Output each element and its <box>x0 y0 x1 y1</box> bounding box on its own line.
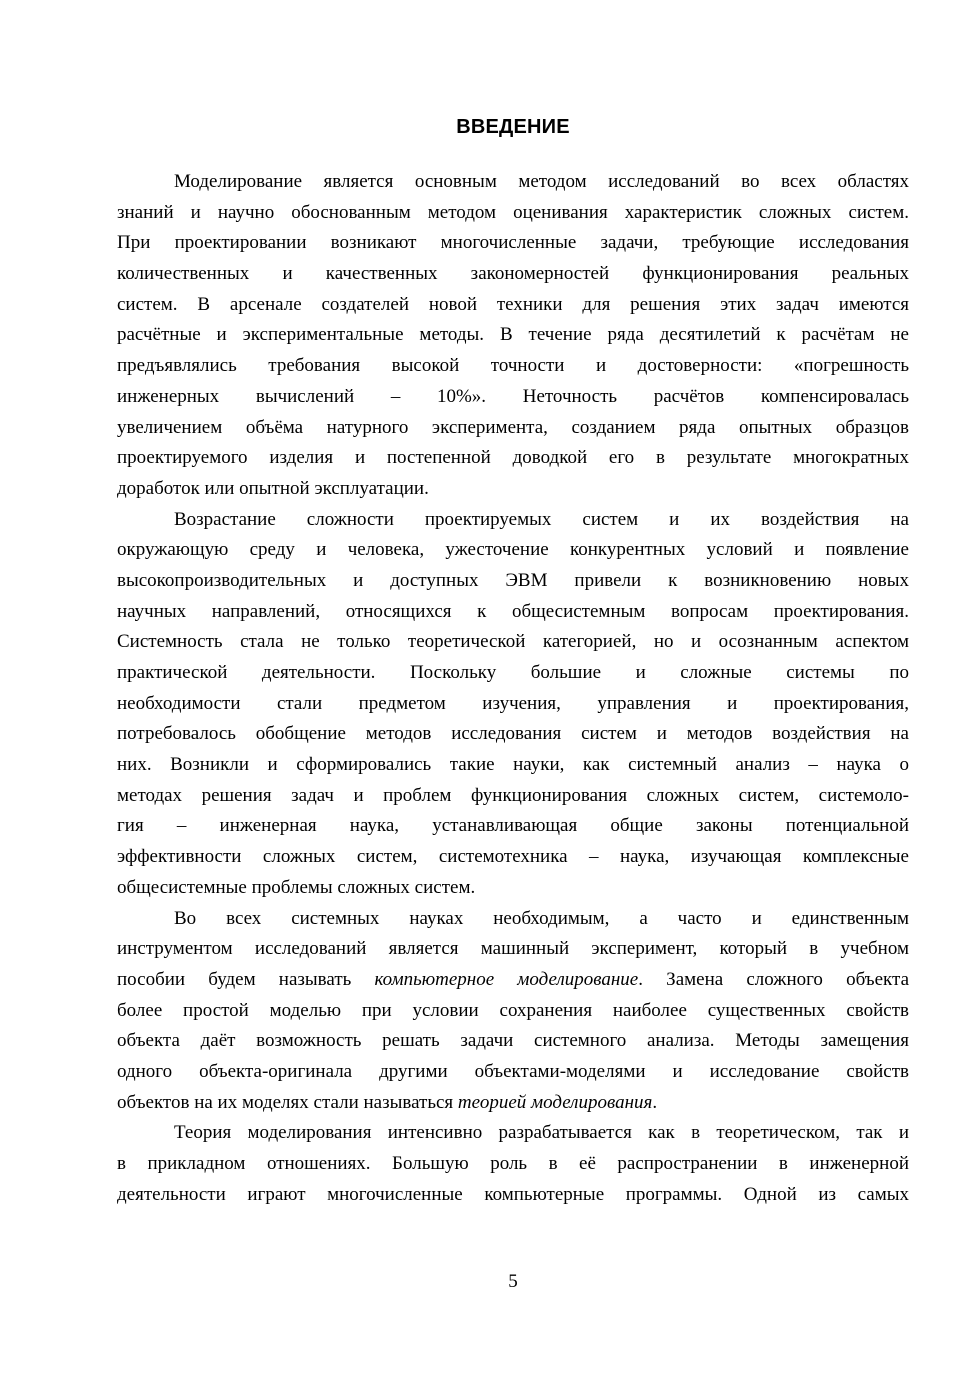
text-line: Системность стала не только теоретической категорией, но и осознанным аспектом <box>117 631 909 653</box>
text-line <box>117 1088 909 1119</box>
text-line: Моделирование является основным методом исследований во всех областях <box>174 171 909 192</box>
text-line: потребовалось обобщение методов исследования систем и методов воздействия на <box>117 723 909 745</box>
text-line: При проектировании возникают многочисленные задачи, требующие исследования <box>117 232 909 254</box>
text-line: инструментом исследований является машинный эксперимент, который в учебном <box>117 938 909 960</box>
text-line: увеличением объёма натурного эксперимента, созданием ряда опытных образцов <box>117 416 909 438</box>
text-line: объекта даёт возможность решать задачи системного анализа. Методы замещения <box>117 1030 909 1052</box>
text-line: предъявлялись требования высокой точности и достоверности: «погрешность <box>117 355 909 377</box>
paragraph-2 <box>117 505 909 904</box>
text-line: общесистемные проблемы сложных систем. <box>117 876 476 898</box>
italic-term: теорией моделирования <box>457 1091 653 1113</box>
text-fragment: объектов на их моделях стали называться <box>117 1091 454 1113</box>
paragraph-1 <box>117 167 909 505</box>
text-line: проектируемого изделия и постепенной доводкой его в результате многократных <box>117 447 909 469</box>
text-fragment: . <box>652 1091 658 1113</box>
text-line: эффективности сложных систем, системотехника – наука, изучающая комплексные <box>117 846 909 868</box>
body-text <box>117 167 909 1210</box>
text-line: окружающую среду и человека, ужесточение конкурентных условий и появление <box>117 539 909 561</box>
text-line: Теория моделирования интенсивно разрабатывается как в теоретическом, так и <box>174 1122 909 1144</box>
paragraph-4 <box>117 1118 909 1210</box>
text-fragment: пособии будем называть <box>117 968 352 990</box>
text-line: количественных и качественных закономерностей функционирования реальных <box>117 263 909 285</box>
text-line: них. Возникли и сформировались такие науки, как системный анализ – наука о <box>117 754 909 776</box>
text-fragment: . Замена сложного объекта <box>638 968 910 990</box>
text-line: необходимости стали предметом изучения, управления и проектирования, <box>117 692 909 714</box>
text-line: инженерных вычислений – 10%». Неточность расчётов компенсировалась <box>117 385 909 407</box>
text-line: Во всех системных науках необходимым, а часто и единственным <box>174 907 909 929</box>
text-line: одного объекта-оригинала другими объектами-моделями и исследование свойств <box>117 1060 909 1082</box>
section-heading: ВВЕДЕНИЕ <box>456 116 570 138</box>
text-line: знаний и научно обоснованным методом оценивания характеристик сложных систем. <box>117 201 909 223</box>
text-line: методах решения задач и проблем функционирования сложных систем, системоло- <box>117 784 909 806</box>
text-line: доработок или опытной эксплуатации. <box>117 477 429 499</box>
paragraph-3 <box>117 904 909 1119</box>
text-line: деятельности играют многочисленные компьютерные программы. Одной из самых <box>117 1183 909 1205</box>
text-line <box>117 965 909 996</box>
text-line: высокопроизводительных и доступных ЭВМ привели к возникновению новых <box>117 569 909 591</box>
text-line: научных направлений, относящихся к общесистемным вопросам проектирования. <box>117 600 909 622</box>
text-line: гия – инженерная наука, устанавливающая общие законы потенциальной <box>117 815 909 837</box>
page-number: 5 <box>508 1271 518 1292</box>
text-line: более простой моделью при условии сохранения наиболее существенных свойств <box>117 999 909 1021</box>
text-line: систем. В арсенале создателей новой техники для решения этих задач имеются <box>117 293 909 315</box>
text-line: в прикладном отношениях. Большую роль в её распространении в инженерной <box>117 1153 909 1174</box>
italic-term: компьютерное моделирование <box>374 968 639 990</box>
text-line: практической деятельности. Поскольку большие и сложные системы по <box>117 662 909 683</box>
text-line: Возрастание сложности проектируемых систем и их воздействия на <box>174 508 909 530</box>
text-line: расчётные и экспериментальные методы. В течение ряда десятилетий к расчётам не <box>117 324 909 346</box>
